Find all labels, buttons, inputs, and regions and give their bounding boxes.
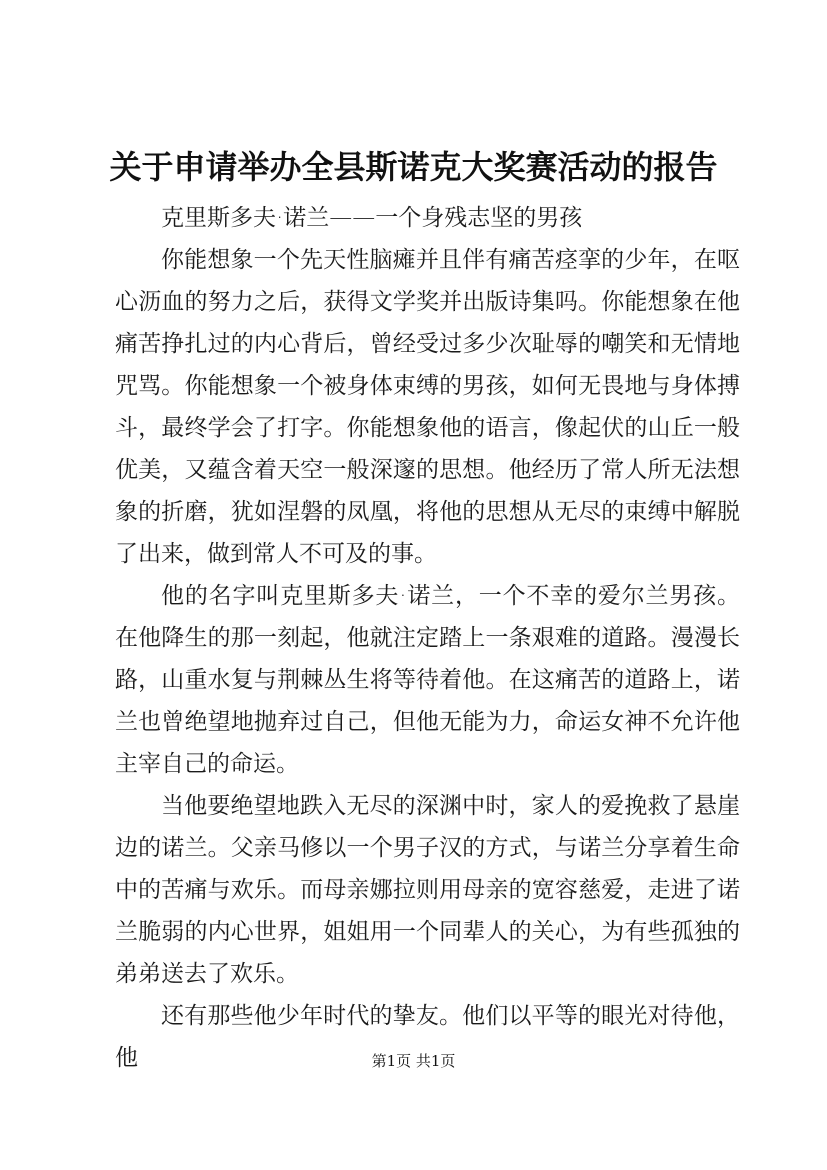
page-footer: 第1页 共1页 [371, 1052, 456, 1070]
subtitle-paragraph: 克里斯多夫·诺兰——一个身残志坚的男孩 [161, 205, 583, 231]
body-paragraph: 还有那些他少年时代的挚友。他们以平等的眼光对待他，他 [115, 1003, 740, 1071]
document-body [115, 197, 740, 1079]
body-paragraph: 你能想象一个先天性脑瘫并且伴有痛苦痉挛的少年，在呕心沥血的努力之后，获得文学奖并出版诗集吗。你能想象在他痛苦挣扎过的内心背后，曾经受过多少次耻辱的嘲笑和无情地咒骂。你能想象一个被身体束缚的男孩，如何无畏地与身体搏斗，最终学会了打字。你能想象他的语言，像起伏的山丘一般优美，又蕴含着天空一般深邃的思想。他经历了常人所无法想象的折磨，犹如涅磐的凤凰，将他的思想从无尽的束缚中解脱了出来，做到常人不可及的事。 [115, 247, 740, 567]
document-title: 关于申请举办全县斯诺克大奖赛活动的报告 [109, 148, 718, 186]
body-paragraph: 他的名字叫克里斯多夫·诺兰，一个不幸的爱尔兰男孩。在他降生的那一刻起，他就注定踏上一条艰难的道路。漫漫长路，山重水复与荆棘丛生将等待着他。在这痛苦的道路上，诺兰也曾绝望地抛弃过自己，但他无能为力，命运女神不允许他主宰自己的命运。 [115, 583, 740, 777]
body-paragraph: 当他要绝望地跌入无尽的深渊中时，家人的爱挽救了悬崖边的诺兰。父亲马修以一个男子汉的方式，与诺兰分享着生命中的苦痛与欢乐。而母亲娜拉则用母亲的宽容慈爱，走进了诺兰脆弱的内心世界，姐姐用一个同辈人的关心，为有些孤独的弟弟送去了欢乐。 [115, 793, 740, 987]
